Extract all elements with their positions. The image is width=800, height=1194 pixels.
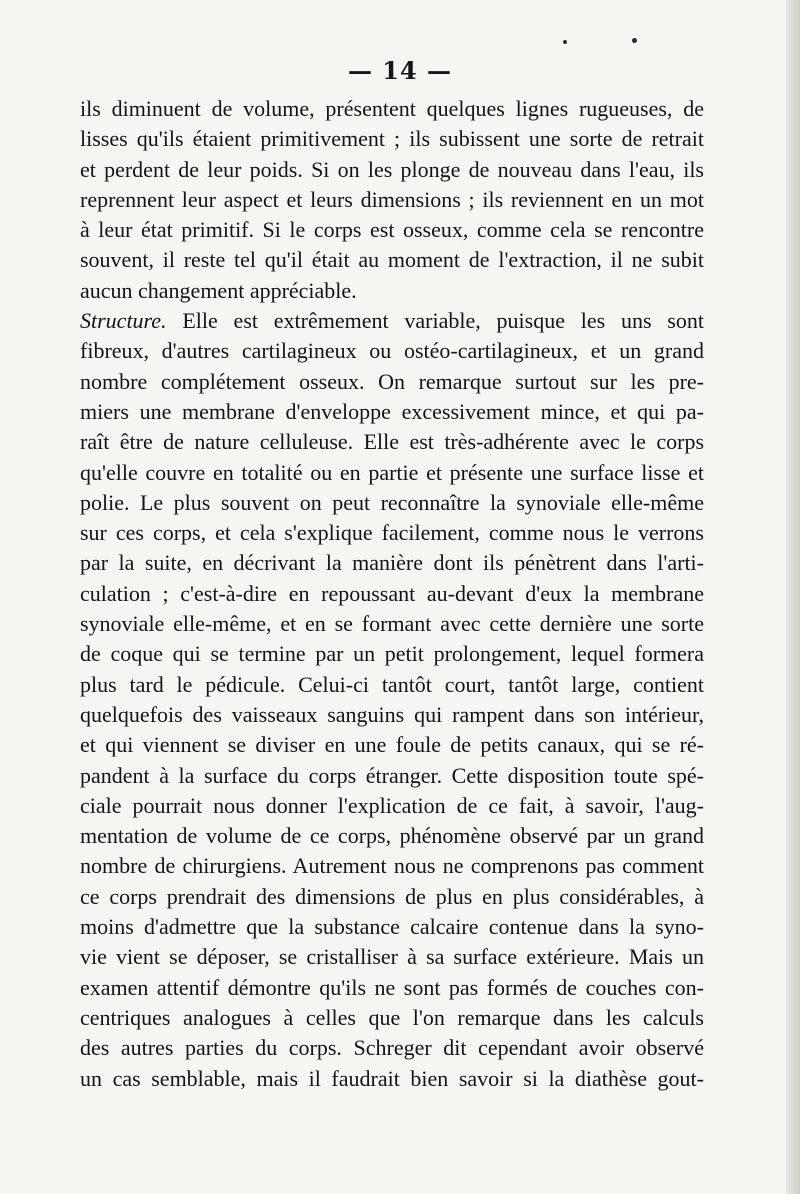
text-line-content: nombre de chirurgiens. Autrement nous ne comprenons pas comment — [80, 853, 704, 879]
text-line-content: raît être de nature celluleuse. Elle est très-adhérente avec le corps — [80, 429, 704, 455]
text-line — [80, 912, 704, 942]
text-line — [80, 124, 704, 154]
text-line — [80, 882, 704, 912]
text-line — [80, 518, 704, 548]
text-line — [80, 670, 704, 700]
text-line-content: des autres parties du corps. Schreger dit cependant avoir observé — [80, 1035, 704, 1061]
text-line-content: aucun changement appréciable. — [80, 277, 357, 303]
text-line — [80, 155, 704, 185]
text-line-content: par la suite, en décrivant la manière dont ils pénètrent dans l'arti- — [80, 550, 704, 576]
text-line-content: qu'elle couvre en totalité ou en partie et présente une surface lisse et — [80, 459, 704, 485]
text-line-content: pandent à la surface du corps étranger. Cette disposition toute spé- — [80, 762, 704, 788]
text-line — [80, 700, 704, 730]
ink-speck — [563, 40, 567, 44]
text-line-content: sur ces corps, et cela s'explique facilement, comme nous le verrons — [80, 520, 704, 546]
text-line-content: ce corps prendrait des dimensions de plus en plus considérables, à — [80, 883, 704, 909]
page-edge-shadow — [786, 0, 800, 1194]
text-line — [80, 215, 704, 245]
text-line-content: moins d'admettre que la substance calcaire contenue dans la syno- — [80, 914, 704, 940]
text-line-content: centriques analogues à celles que l'on remarque dans les calculs — [80, 1004, 704, 1030]
ink-speck — [632, 38, 637, 43]
text-line — [80, 1033, 704, 1063]
text-line — [80, 1064, 704, 1094]
text-line — [80, 609, 704, 639]
text-line-content: nombre complétement osseux. On remarque surtout sur les pre- — [80, 368, 704, 394]
text-line-content: plus tard le pédicule. Celui-ci tantôt court, tantôt large, contient — [80, 671, 704, 697]
text-line-content: synoviale elle-même, et en se formant avec cette dernière une sorte — [80, 611, 704, 637]
text-line — [80, 397, 704, 427]
text-line — [80, 367, 704, 397]
text-line — [80, 851, 704, 881]
text-line — [80, 579, 704, 609]
text-line-content: polie. Le plus souvent on peut reconnaître la synoviale elle-même — [80, 489, 704, 515]
text-line-content: un cas semblable, mais il faudrait bien savoir si la diathèse gout- — [80, 1065, 704, 1091]
text-line — [80, 791, 704, 821]
text-line — [80, 94, 704, 124]
text-line — [80, 245, 704, 275]
text-line — [80, 548, 704, 578]
text-line — [80, 185, 704, 215]
text-line-content: de coque qui se termine par un petit prolongement, lequel formera — [80, 641, 704, 667]
body-text — [80, 94, 704, 1094]
text-line-content: ciale pourrait nous donner l'explication de ce fait, à savoir, l'aug- — [80, 792, 704, 818]
text-line — [80, 336, 704, 366]
text-line — [80, 973, 704, 1003]
text-line-content: miers une membrane d'enveloppe excessivement mince, et qui pa- — [80, 398, 704, 424]
text-line-content: reprennent leur aspect et leurs dimensions ; ils reviennent en un mot — [80, 186, 704, 212]
text-line — [80, 1003, 704, 1033]
text-line-content: et perdent de leur poids. Si on les plonge de nouveau dans l'eau, ils — [80, 156, 704, 182]
text-line — [80, 488, 704, 518]
text-line-content: souvent, il reste tel qu'il était au moment de l'extraction, il ne subit — [80, 247, 704, 273]
text-line — [80, 458, 704, 488]
text-line — [80, 942, 704, 972]
text-line — [80, 730, 704, 760]
text-line — [80, 639, 704, 669]
text-line — [80, 276, 704, 306]
text-line — [80, 821, 704, 851]
text-line-content: examen attentif démontre qu'ils ne sont pas formés de couches con- — [80, 974, 704, 1000]
section-heading: Structure. — [80, 308, 167, 334]
text-line-content: culation ; c'est-à-dire en repoussant au-devant d'eux la membrane — [80, 580, 704, 606]
text-line-content: et qui viennent se diviser en une foule de petits canaux, qui se ré- — [80, 732, 704, 758]
text-line-content: fibreux, d'autres cartilagineux ou ostéo-cartilagineux, et un grand — [80, 338, 704, 364]
text-line — [80, 761, 704, 791]
text-line-content: quelquefois des vaisseaux sanguins qui rampent dans son intérieur, — [80, 701, 704, 727]
text-line — [80, 427, 704, 457]
text-line-content: à leur état primitif. Si le corps est osseux, comme cela se rencontre — [80, 217, 704, 243]
text-line — [80, 306, 704, 336]
text-line-content: ils diminuent de volume, présentent quelques lignes rugueuses, de — [80, 96, 704, 121]
text-line-content: vie vient se déposer, se cristalliser à sa surface extérieure. Mais un — [80, 944, 704, 970]
page-number: — 14 — — [347, 56, 453, 85]
text-line-content: mentation de volume de ce corps, phénomène observé par un grand — [80, 823, 704, 849]
text-line-content: Elle est extrêmement variable, puisque les uns sont — [166, 308, 704, 334]
text-line-content: lisses qu'ils étaient primitivement ; ils subissent une sorte de retrait — [80, 126, 704, 152]
